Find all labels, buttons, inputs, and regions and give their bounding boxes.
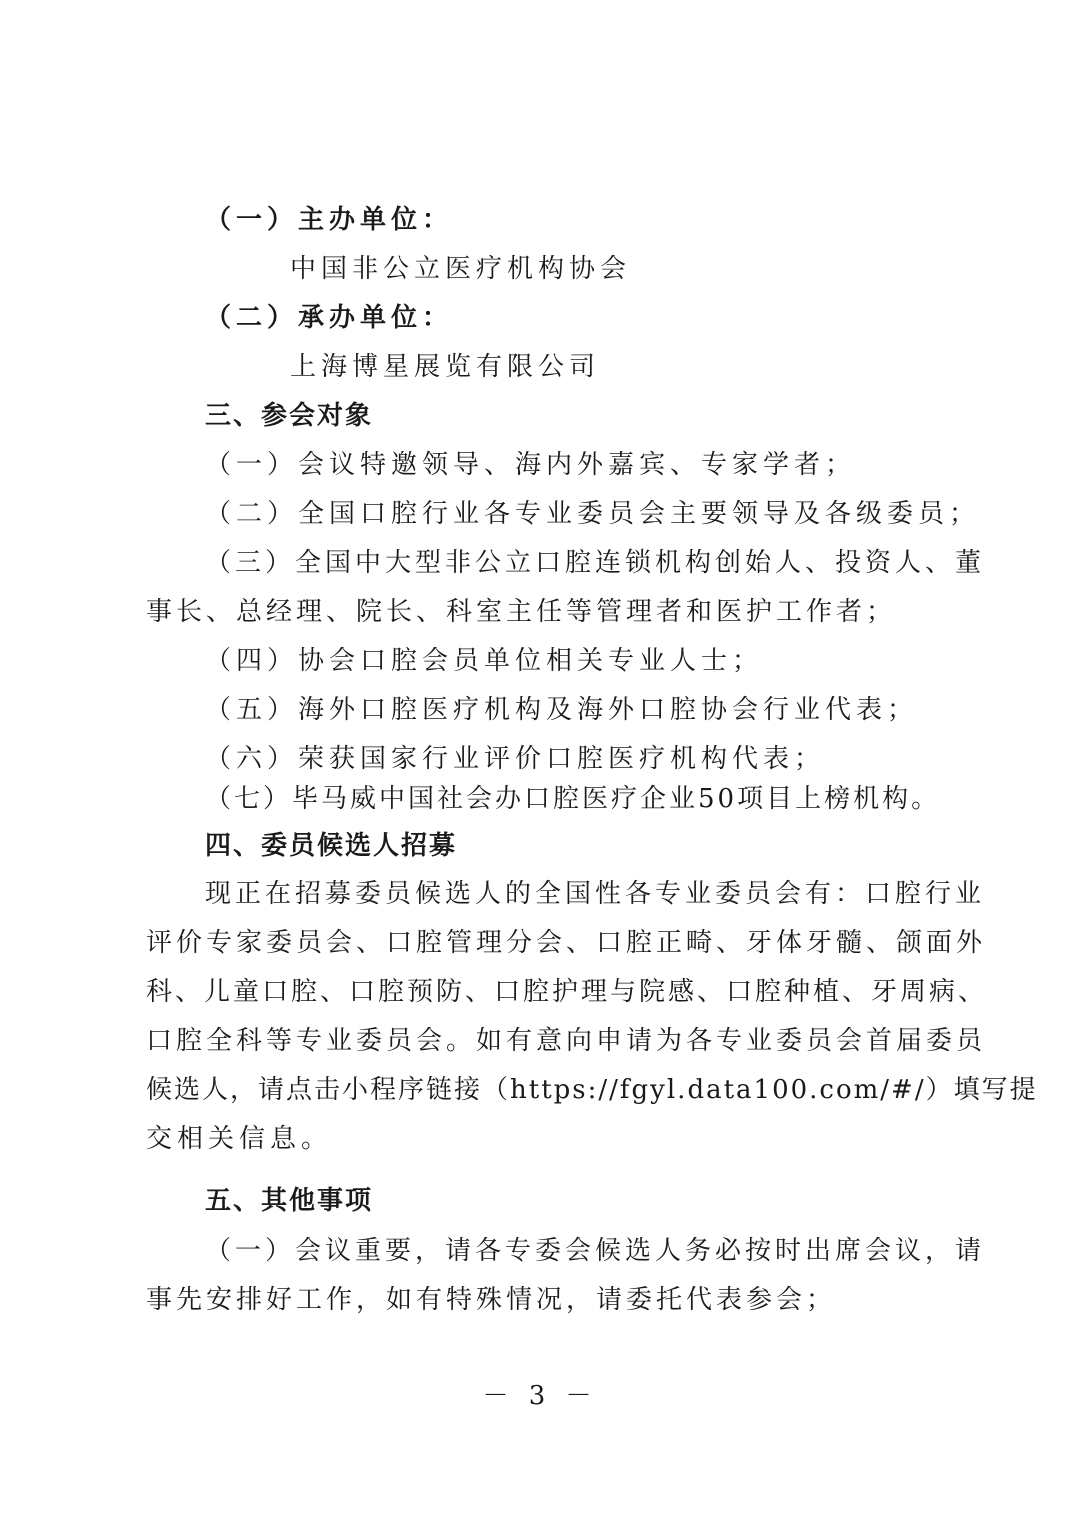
paragraph-line: 事先安排好工作，如有特殊情况，请委托代表参会；	[146, 1285, 837, 1315]
section5-heading: 五、其他事项	[205, 1186, 374, 1216]
paragraph-line: 交相关信息。	[146, 1124, 333, 1154]
list-item: （二）全国口腔行业各专业委员会主要领导及各级委员；	[205, 499, 981, 529]
list-item: （七）毕马威中国社会办口腔医疗企业50项目上榜机构。	[205, 784, 941, 814]
list-item: （一）会议特邀领导、海内外嘉宾、专家学者；	[205, 450, 857, 480]
paragraph-line: 评价专家委员会、口腔管理分会、口腔正畸、牙体牙髓、颌面外	[146, 928, 987, 958]
paragraph-line: 口腔全科等专业委员会。如有意向申请为各专业委员会首届委员	[146, 1026, 987, 1056]
list-item: （六）荣获国家行业评价口腔医疗机构代表；	[205, 744, 826, 774]
section3-heading: 三、参会对象	[205, 401, 374, 431]
organizer-value: 中国非公立医疗机构协会	[290, 254, 632, 284]
list-item: （四）协会口腔会员单位相关专业人士；	[205, 646, 764, 676]
paragraph-line: 候选人，请点击小程序链接（https://fgyl.data100.com/#/）填写提	[146, 1075, 1038, 1105]
undertaker-value: 上海博星展览有限公司	[290, 352, 601, 382]
section4-heading: 四、委员候选人招募	[205, 831, 458, 861]
list-item: （三）全国中大型非公立口腔连锁机构创始人、投资人、董	[205, 548, 986, 578]
organizer-label: （一）主办单位：	[205, 205, 454, 235]
list-item: （五）海外口腔医疗机构及海外口腔协会行业代表；	[205, 695, 919, 725]
paragraph-line: （一）会议重要，请各专委会候选人务必按时出席会议，请	[205, 1236, 986, 1266]
undertaker-label: （二）承办单位：	[205, 303, 454, 333]
page-number: － 3 －	[482, 1381, 598, 1411]
list-item: 事长、总经理、院长、科室主任等管理者和医护工作者；	[146, 597, 897, 627]
paragraph-line: 现正在招募委员候选人的全国性各专业委员会有：口腔行业	[205, 879, 986, 909]
paragraph-line: 科、儿童口腔、口腔预防、口腔护理与院感、口腔种植、牙周病、	[146, 977, 988, 1007]
